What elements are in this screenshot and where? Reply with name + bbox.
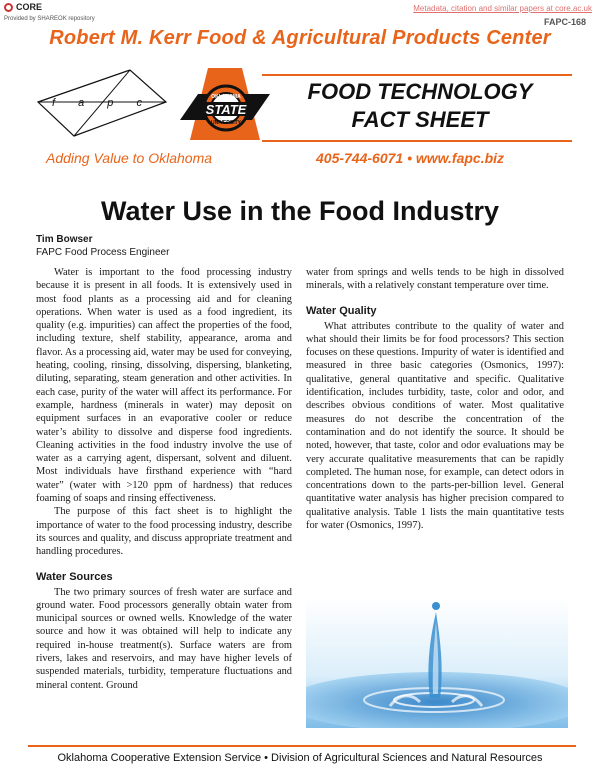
paragraph-sources: The two primary sources of fresh water are surface and ground water. Food processors generally obtain water from municipal sources or owned wells. Knowledge of the water source and how it was obtained will help to indicate any required in-house treatment(s). Surface waters are from rivers, lakes and reservoirs, and may have higher levels of suspended materials, turbidity, temperature fluctuations and mineral content. Ground <box>36 586 292 691</box>
core-logo[interactable]: CORE <box>4 2 42 12</box>
fact-sheet-rule-top <box>262 74 572 76</box>
fapc-logo <box>34 62 174 144</box>
provided-by-text: Provided by SHAREOK repository <box>4 16 95 22</box>
fact-sheet-line1: FOOD TECHNOLOGY <box>307 79 533 104</box>
paragraph-intro: Water is important to the food processing industry because it is present in all foods. It is extensively used in most food plants as a processing aid and for cleaning operations. When water is used as a food ingredient, its quality (e.g. impurities) can affect the properties of the food, including texture, shelf stability, appearance, aroma and flavor. As a processing aid, water may be used for conveying, heating, cooling, rinsing, dissolving, dispersing, blanketing, diluting, separating, steam generation and other activities. In each case, purity of the water will affect its performance. For example, hardness (minerals in water) may deposit on equipment surfaces in an evaporative cooler or reduce water’s ability to dissolve and disperse food ingredients. Cleaning activities in the food industry involve the use of water as a carrying agent, dispersant, solvent and diluent. Most individuals have firsthand experience with “hard water” (water with >120 ppm of hardness) that reduces foaming of soaps and rinsing effectiveness. <box>36 267 292 505</box>
tagline: Adding Value to Oklahoma <box>46 150 213 166</box>
metadata-link[interactable]: Metadata, citation and similar papers at core.ac.uk <box>413 4 592 13</box>
paragraph-purpose: The purpose of this fact sheet is to highlight the importance of water to the food processing industry, describe its sources and quality, and discuss appropriate treatment and handling procedures. <box>36 506 292 558</box>
paragraph-quality: What attributes contribute to the quality of water and what should their limits be for food processors? This section focuses on these questions. Impurity of water is identified and measured in three basic categories (Osmonics, 1997): qualitative, general quantitative and specific. Qualitative identification, includes turbidity, taste, color and odor, and describes obvious conditions of water. Most qualitative measures do not describe the concentration of the contamination and do not identify the source. It should be noted, however, that taste, color and odor evaluations may be very accurate qualitative measurements that can be rapidly completed. The human nose, for example, can detect odors in concentrations down to the parts-per-billion level. General quantitative water analysis has higher precision compared to qualitative analysis. Table 1 lists the main quantitative tests for water (Osmonics, 1997). <box>306 320 564 532</box>
heading-water-quality: Water Quality <box>306 304 377 317</box>
heading-water-sources: Water Sources <box>36 570 113 583</box>
osu-logo <box>180 64 270 148</box>
document-title: Water Use in the Food Industry <box>100 196 500 226</box>
fact-sheet-rule-bottom <box>262 140 572 142</box>
paragraph-sources-continued: water from springs and wells tends to be high in dissolved minerals, with a relatively constant temperature over time. <box>306 267 564 292</box>
core-logo-icon <box>4 3 13 12</box>
right-column <box>306 266 564 532</box>
footer-rule <box>28 745 576 747</box>
author-name: Tim Bowser <box>36 234 93 245</box>
osu-logo-bottom-text: UNIVERSITY <box>210 120 242 126</box>
contact-info[interactable]: 405-744-6071 • www.fapc.biz <box>316 150 505 166</box>
document-number: FAPC-168 <box>543 17 586 27</box>
center-name: Robert M. Kerr Food & Agricultural Products Center <box>49 27 551 49</box>
osu-logo-top-text: OKLAHOMA <box>211 94 241 100</box>
author-role: FAPC Food Process Engineer <box>36 247 170 258</box>
fact-sheet-heading <box>270 78 570 134</box>
left-column <box>36 266 292 692</box>
water-splash-image <box>306 598 568 728</box>
footer-text: Oklahoma Cooperative Extension Service • Division of Agricultural Sciences and Natural Resources <box>57 752 543 764</box>
fapc-logo-text: f a p c <box>52 97 152 109</box>
osu-logo-main-text: STATE <box>205 102 247 117</box>
fact-sheet-line2: FACT SHEET <box>351 107 489 132</box>
